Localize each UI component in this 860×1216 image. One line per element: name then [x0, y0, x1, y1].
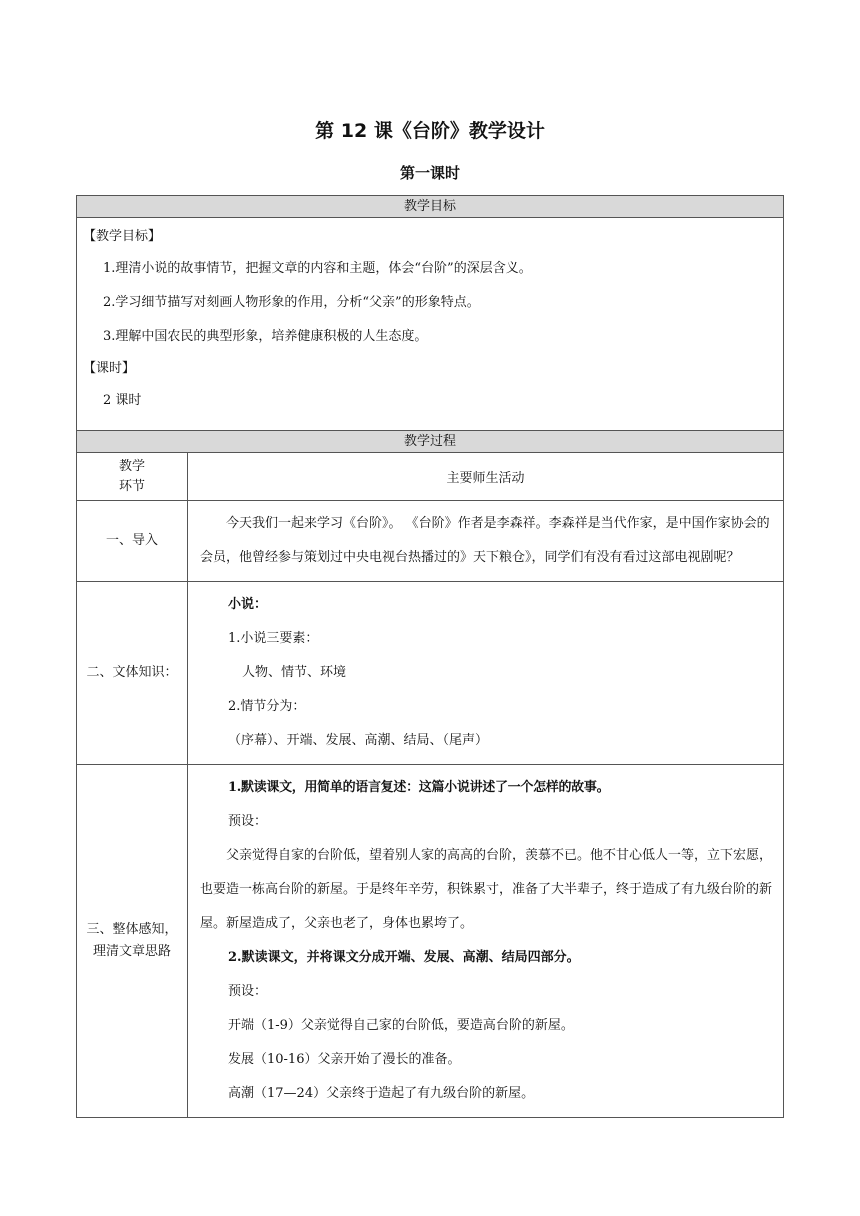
objectives-row [77, 218, 784, 431]
objectives-cell [77, 218, 784, 431]
question-1: 1.默读课文，用简单的语言复述：这篇小说讲述了一个怎样的故事。 [228, 780, 610, 795]
structure-part: 开端（1-9）父亲觉得自己家的台阶低，要造高台阶的新屋。 [228, 1018, 574, 1033]
question-2: 2.默读课文，并将课文分成开端、发展、高潮、结局四部分。 [228, 950, 580, 965]
stage-column-header-line1: 教学 [118, 458, 145, 474]
stage-name-genre: 二、文体知识： [77, 582, 188, 765]
stage-body-overview [188, 765, 784, 1118]
page-subtitle: 第一课时 [399, 164, 460, 182]
preset-label: 预设： [228, 814, 268, 829]
hours-heading: 【课时】 [83, 361, 136, 376]
stage-column-header [77, 453, 188, 501]
stage-row-overview [77, 765, 784, 1118]
column-header-row [77, 453, 784, 501]
stage-name-intro: 一、导入 [77, 501, 188, 582]
stage-body-intro [188, 501, 784, 582]
stage-name-overview [77, 765, 188, 1118]
intro-paragraph: 今天我们一起来学习《台阶》。 《台阶》作者是李森祥。李森祥是当代作家，是中国作家协会的会员，他曾经参与策划过中央电视台热播过的》天下粮仓》，同学们有没有看过这部电视剧呢？ [200, 516, 770, 565]
process-section-header: 教学过程 [77, 431, 784, 453]
stage-name-overview-line1: 三、整体感知， [86, 922, 178, 937]
stage-column-header-line2: 环节 [118, 478, 145, 494]
stage-body-genre [188, 582, 784, 765]
preset-label: 预设： [228, 984, 268, 999]
genre-item-detail: 人物、情节、环境 [242, 665, 347, 680]
objectives-section-header: 教学目标 [77, 196, 784, 218]
goal-item: 1.理清小说的故事情节，把握文章的内容和主题，体会“台阶”的深层含义。 [103, 261, 532, 276]
activity-column-header: 主要师生活动 [188, 453, 784, 501]
stage-row-genre [77, 582, 784, 765]
stage-row-intro [77, 501, 784, 582]
goal-item: 3.理解中国农民的典型形象，培养健康积极的人生态度。 [103, 329, 428, 344]
genre-item-detail: （序幕）、开端、发展、高潮、结局、（尾声） [228, 733, 489, 748]
goals-heading: 【教学目标】 [83, 229, 162, 244]
objectives-header-row [77, 196, 784, 218]
answer-1: 父亲觉得自家的台阶低，望着别人家的高高的台阶，羡慕不已。他不甘心低人一等，立下宏愿，也要造一栋高台阶的新屋。于是终年辛劳，积铢累寸，准备了大半辈子，终于造成了有九级台阶的新屋。新屋造成了，父亲也老了，身体也累垮了。 [200, 848, 773, 931]
page-title: 第 12 课《台阶》教学设计 [315, 120, 545, 142]
structure-part: 高潮（17—24）父亲终于造起了有九级台阶的新屋。 [228, 1086, 535, 1101]
structure-part: 发展（10-16）父亲开始了漫长的准备。 [228, 1052, 461, 1067]
genre-heading: 小说： [228, 597, 268, 612]
genre-item: 1.小说三要素： [228, 631, 319, 646]
hours-value: 2 课时 [103, 393, 142, 408]
lesson-plan-table [76, 195, 784, 1118]
stage-name-overview-line2: 理清文章思路 [92, 944, 171, 959]
genre-item: 2.情节分为： [228, 699, 306, 714]
process-header-row [77, 431, 784, 453]
goal-item: 2.学习细节描写对刻画人物形象的作用，分析“父亲”的形象特点。 [103, 295, 480, 310]
